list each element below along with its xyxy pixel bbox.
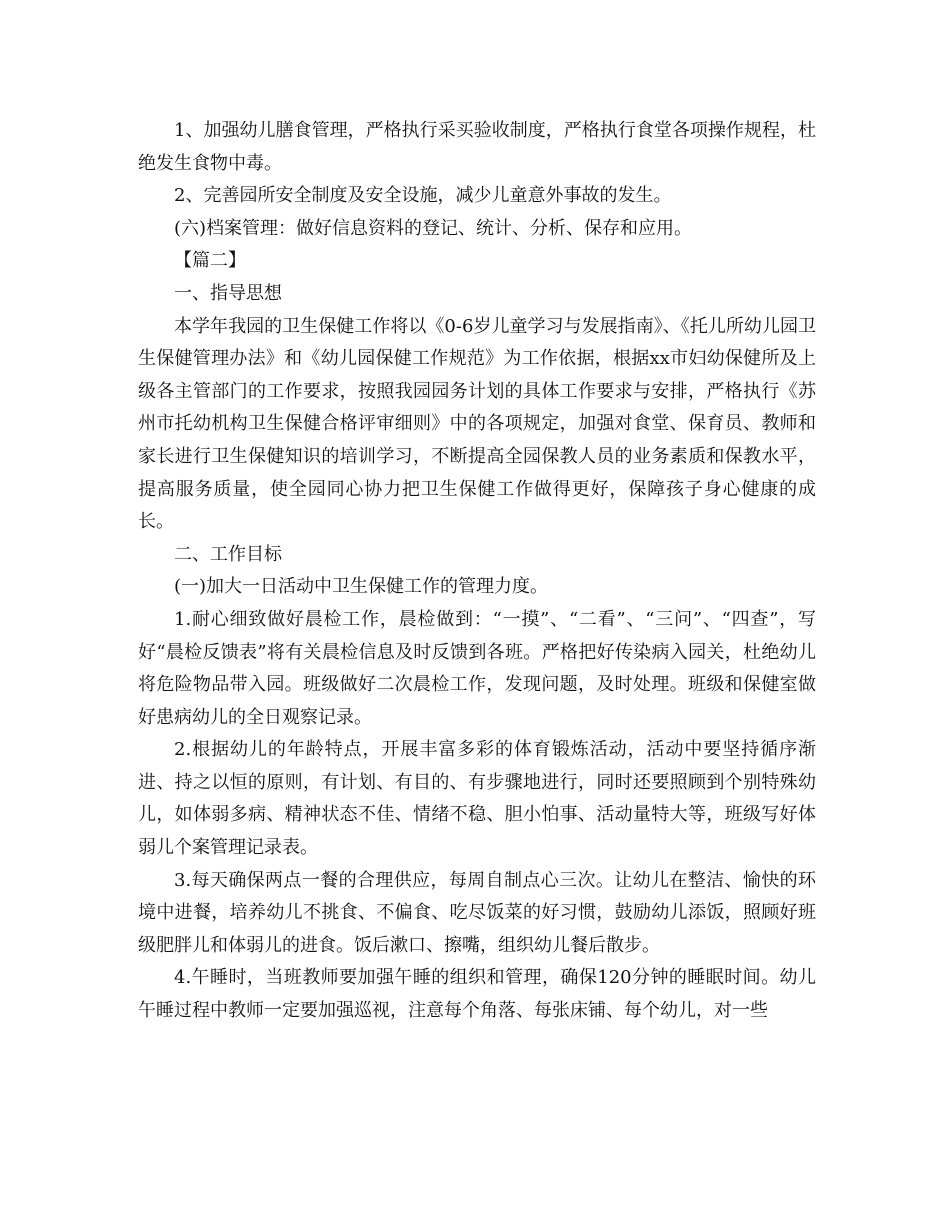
subheading-1: 一、指导思想 [174,282,282,304]
paragraph-1: 1、加强幼儿膳食管理，严格执行采买验收制度，严格执行食堂各项操作规程，杜绝发生食物中毒。 [138,120,816,174]
paragraph-5: (一)加大一日活动中卫生保健工作的管理力度。 [174,576,549,598]
paragraph-6: 1.耐心细致做好晨检工作，晨检做到：“一摸”、“二看”、“三问”、“四查”，写好“晨检反馈表”将有关晨检信息及时反馈到各班。严格把好传染病入园关，杜绝幼儿将危险物品带入园。班级做好二次晨检工作，发现问题，及时处理。班级和保健室做好患病幼儿的全日观察记录。 [138,608,816,728]
paragraph-2: 2、完善园所安全制度及安全设施，减少儿童意外事故的发生。 [174,185,672,207]
paragraph-9: 4.午睡时，当班教师要加强午睡的组织和管理，确保120分钟的睡眠时间。幼儿午睡过程中教师一定要加强巡视，注意每个角落、每张床铺、每个幼儿，对一些 [138,967,816,1022]
paragraph-8: 3.每天确保两点一餐的合理供应，每周自制点心三次。让幼儿在整洁、愉快的环境中进餐，培养幼儿不挑食、不偏食、吃尽饭菜的好习惯，鼓励幼儿添饭，照顾好班级肥胖儿和体弱儿的进食。饭后漱口、擦嘴，组织幼儿餐后散步。 [138,869,816,956]
document-body [138,115,816,1028]
paragraph-7: 2.根据幼儿的年龄特点，开展丰富多彩的体育锻炼活动，活动中要坚持循序渐进、持之以恒的原则，有计划、有目的、有步骤地进行，同时还要照顾到个别特殊幼儿，如体弱多病、精神状态不佳、情绪不稳、胆小怕事、活动量特大等，班级写好体弱儿个案管理记录表。 [138,739,816,859]
paragraph-3: (六)档案管理：做好信息资料的登记、统计、分析、保存和应用。 [174,217,693,239]
section-heading: 【篇二】 [174,250,246,272]
subheading-2: 二、工作目标 [174,543,282,565]
paragraph-4: 本学年我园的卫生保健工作将以《0-6岁儿童学习与发展指南》、《托儿所幼儿园卫生保健管理办法》和《幼儿园保健工作规范》为工作依据，根据xx市妇幼保健所及上级各主管部门的工作要求，按照我园园务计划的具体工作要求与安排，严格执行《苏州市托幼机构卫生保健合格评审细则》中的各项规定，加强对食堂、保育员、教师和家长进行卫生保健知识的培训学习，不断提高全园保教人员的业务素质和保教水平，提高服务质量，使全园同心协力把卫生保健工作做得更好，保障孩子身心健康的成长。 [138,315,816,533]
